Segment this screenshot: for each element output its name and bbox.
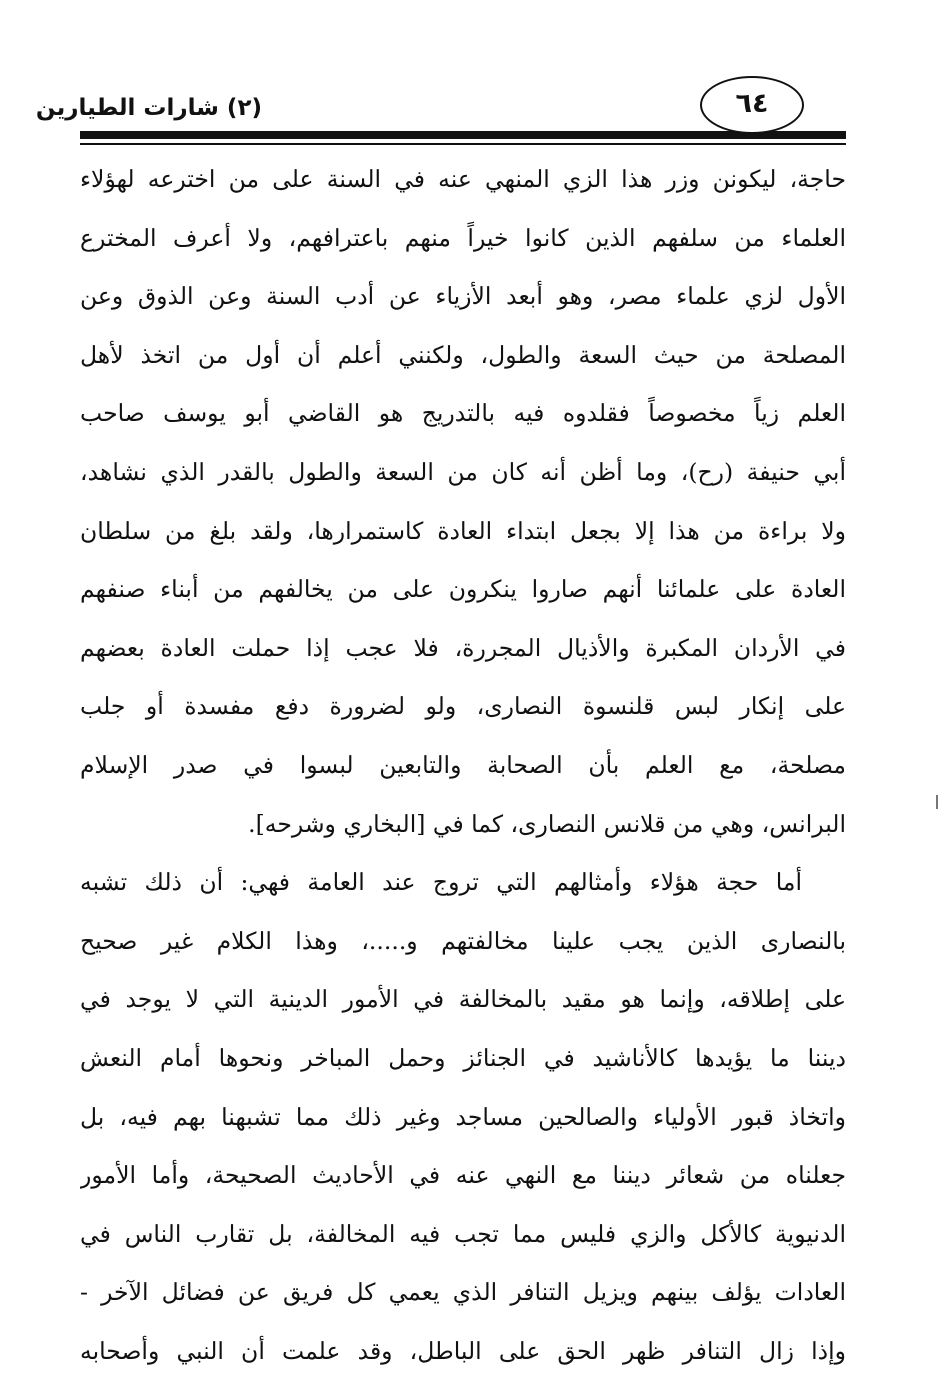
text-line: حاجة، ليكونن وزر هذا الزي المنهي عنه في السنة على من اخترعه لهؤلاء (80, 165, 846, 193)
text-line: على إنكار لبس قلنسوة النصارى، ولو لضرورة دفع مفسدة أو جلب (80, 692, 846, 721)
header-rule-thick (80, 131, 846, 139)
body-text (80, 150, 846, 1380)
page-number: ٦٤ (735, 87, 769, 119)
text-line: المصلحة من حيث السعة والطول، ولكنني أعلم أن أول من اتخذ لأهل (80, 340, 846, 369)
running-title: (٢) شارات الطيارين (35, 95, 262, 121)
paragraph-start-line: أما حجة هؤلاء وأمثالهم التي تروج عند العامة فهي: أن ذلك تشبه (80, 868, 802, 897)
text-line: الأول لزي علماء مصر، وهو أبعد الأزياء عن أدب السنة وعن الذوق وعن (80, 282, 846, 311)
text-line: ديننا ما يؤيدها كالأناشيد في الجنائز وحمل المباخر ونحوها أمام النعش (80, 1043, 846, 1072)
text-line: ولا براءة من هذا إلا بجعل ابتداء العادة كاستمرارها، ولقد بلغ من سلطان (80, 516, 846, 545)
text-line: العادات يؤلف بينهم ويزيل التنافر الذي يعمي كل فريق عن فضائل الآخر - (80, 1278, 846, 1307)
text-line: في الأردان المكبرة والأذيال المجررة، فلا عجب إذا حملت العادة بعضهم (80, 633, 846, 662)
text-line: وإذا زال التنافر ظهر الحق على الباطل، وقد علمت أن النبي وأصحابه (80, 1336, 846, 1365)
text-line: العلم زياً مخصوصاً فقلدوه فيه بالتدريج هو القاضي أبو يوسف صاحب (80, 399, 846, 428)
text-line: على إطلاقه، وإنما هو مقيد بالمخالفة في الأمور الدينية التي لا يوجد في (80, 985, 846, 1014)
header-rule-thin (80, 143, 846, 145)
text-line: أبي حنيفة (رح)، وما أظن أنه كان من السعة والطول بالقدر الذي نشاهد، (80, 457, 846, 486)
text-line: بالنصارى الذين يجب علينا مخالفتهم و.....، وهذا الكلام غير صحيح (80, 926, 846, 955)
scan-mark (936, 795, 938, 809)
text-line: العادة على علمائنا أنهم صاروا ينكرون على من يخالفهم من أبناء صنفهم (80, 575, 846, 604)
text-line: الدنيوية كالأكل والزي فليس مما تجب فيه المخالفة، بل تقارب الناس في (80, 1219, 846, 1248)
page-number-oval (700, 76, 804, 134)
text-line: مصلحة، مع العلم بأن الصحابة والتابعين لبسوا في صدر الإسلام (80, 750, 846, 779)
text-line: جعلناه من شعائر ديننا مع النهي عنه في الأحاديث الصحيحة، وأما الأمور (80, 1161, 846, 1190)
text-line: العلماء من سلفهم الذين كانوا خيراً منهم باعترافهم، ولا أعرف المخترع (80, 223, 846, 252)
paragraph-end-line: البرانس، وهي من قلانس النصارى، كما في [البخاري وشرحه]. (248, 809, 846, 838)
text-line: واتخاذ قبور الأولياء والصالحين مساجد وغير ذلك مما تشبهنا بهم فيه، بل (80, 1102, 846, 1131)
